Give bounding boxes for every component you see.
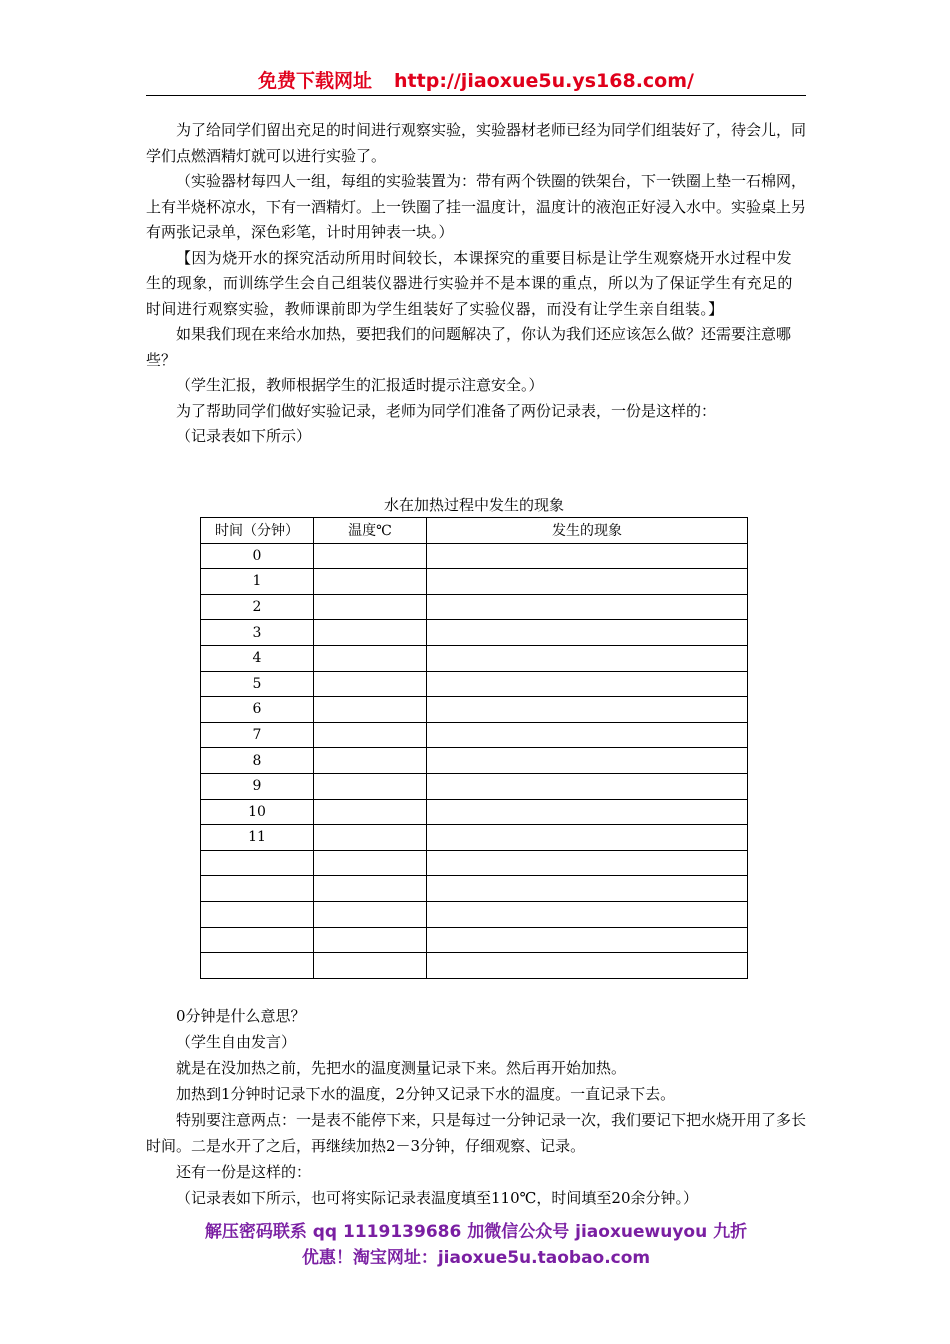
paragraph-question: 如果我们现在来给水加热，要把我们的问题解决了，你认为我们还应该怎么做？还需要注意哪些？ xyxy=(146,325,792,369)
document-body-top xyxy=(146,118,806,450)
cell-time: 5 xyxy=(201,671,314,697)
cell-time: 2 xyxy=(201,594,314,620)
page-header xyxy=(146,66,806,93)
cell-time: 4 xyxy=(201,645,314,671)
footer-line-1: 解压密码联系 qq 1119139686 加微信公众号 jiaoxuewuyou 九折 xyxy=(204,1222,748,1242)
cell-phenomenon xyxy=(427,901,748,927)
cell-temperature xyxy=(314,671,427,697)
cell-phenomenon xyxy=(427,825,748,851)
table-header-row xyxy=(201,518,748,544)
paragraph-table-note-2: （记录表如下所示，也可将实际记录表温度填至110℃，时间填至20余分钟。） xyxy=(176,1189,699,1207)
cell-time: 11 xyxy=(201,825,314,851)
cell-temperature xyxy=(314,799,427,825)
cell-phenomenon xyxy=(427,722,748,748)
cell-time: 1 xyxy=(201,569,314,595)
cell-time xyxy=(201,927,314,953)
table-row xyxy=(201,850,748,876)
header-temperature: 温度℃ xyxy=(314,518,427,544)
table-row xyxy=(201,722,748,748)
cell-time: 9 xyxy=(201,773,314,799)
table-title: 水在加热过程中发生的现象 xyxy=(383,496,564,514)
cell-phenomenon xyxy=(427,850,748,876)
record-table xyxy=(200,517,748,979)
cell-phenomenon xyxy=(427,594,748,620)
cell-time xyxy=(201,953,314,979)
cell-phenomenon xyxy=(427,876,748,902)
paragraph-another: 还有一份是这样的： xyxy=(176,1163,312,1181)
table-row xyxy=(201,773,748,799)
table-row xyxy=(201,569,748,595)
cell-time: 3 xyxy=(201,620,314,646)
cell-phenomenon xyxy=(427,620,748,646)
footer-line-2: 优惠！淘宝网址：jiaoxue5u.taobao.com xyxy=(301,1248,651,1268)
cell-phenomenon xyxy=(427,543,748,569)
table-row xyxy=(201,697,748,723)
table-row xyxy=(201,953,748,979)
table-row xyxy=(201,594,748,620)
header-phenomenon: 发生的现象 xyxy=(427,518,748,544)
cell-time: 0 xyxy=(201,543,314,569)
cell-temperature xyxy=(314,543,427,569)
paragraph-intro: 为了给同学们留出充足的时间进行观察实验，实验器材老师已经为同学们组装好了，待会儿，同学们点燃酒精灯就可以进行实验了。 xyxy=(146,121,807,165)
paragraph-record-intro: 为了帮助同学们做好实验记录，老师为同学们准备了两份记录表，一份是这样的： xyxy=(176,401,717,420)
paragraph-report: （学生汇报，教师根据学生的汇报适时提示注意安全。） xyxy=(176,376,544,394)
cell-time: 10 xyxy=(201,799,314,825)
header-divider xyxy=(146,95,806,96)
paragraph-zero-minute: 0分钟是什么意思？ xyxy=(176,1007,306,1025)
table-row xyxy=(201,748,748,774)
cell-temperature xyxy=(314,927,427,953)
cell-time xyxy=(201,901,314,927)
header-time: 时间（分钟） xyxy=(201,518,314,544)
cell-phenomenon xyxy=(427,671,748,697)
table-row xyxy=(201,671,748,697)
cell-temperature xyxy=(314,773,427,799)
paragraph-each-minute: 加热到1分钟时记录下水的温度，2分钟又记录下水的温度。一直记录下去。 xyxy=(176,1085,676,1103)
cell-temperature xyxy=(314,850,427,876)
cell-time: 7 xyxy=(201,722,314,748)
header-url-link[interactable]: http://jiaoxue5u.ys168.com/ xyxy=(394,70,694,92)
table-row xyxy=(201,901,748,927)
cell-phenomenon xyxy=(427,645,748,671)
paragraph-free-talk: （学生自由发言） xyxy=(176,1033,297,1051)
table-row xyxy=(201,543,748,569)
cell-phenomenon xyxy=(427,799,748,825)
cell-phenomenon xyxy=(427,569,748,595)
paragraph-equipment: （实验器材每四人一组，每组的实验装置为：带有两个铁圈的铁架台，下一铁圈上垫一石棉网，上有半烧杯凉水，下有一酒精灯。上一铁圈了挂一温度计，温度计的液泡正好浸入水中。实验桌上另有两张记录单，深色彩笔，计时用钟表一块。） xyxy=(146,172,807,241)
cell-temperature xyxy=(314,645,427,671)
cell-temperature xyxy=(314,697,427,723)
cell-temperature xyxy=(314,594,427,620)
cell-phenomenon xyxy=(427,953,748,979)
cell-temperature xyxy=(314,722,427,748)
cell-temperature xyxy=(314,569,427,595)
header-label: 免费下载网址 xyxy=(258,70,373,92)
paragraph-table-note: （记录表如下所示） xyxy=(176,427,312,445)
cell-temperature xyxy=(314,953,427,979)
paragraph-explain: 就是在没加热之前，先把水的温度测量记录下来。然后再开始加热。 xyxy=(176,1059,627,1077)
table-row xyxy=(201,876,748,902)
table-row xyxy=(201,927,748,953)
cell-phenomenon xyxy=(427,927,748,953)
cell-temperature xyxy=(314,901,427,927)
cell-temperature xyxy=(314,825,427,851)
cell-temperature xyxy=(314,876,427,902)
cell-temperature xyxy=(314,620,427,646)
cell-time xyxy=(201,876,314,902)
table-row xyxy=(201,825,748,851)
cell-time: 6 xyxy=(201,697,314,723)
table-row xyxy=(201,620,748,646)
cell-time xyxy=(201,850,314,876)
table-row xyxy=(201,645,748,671)
cell-time: 8 xyxy=(201,748,314,774)
document-body-bottom xyxy=(146,1003,806,1211)
paragraph-two-points: 特别要注意两点：一是表不能停下来，只是每过一分钟记录一次，我们要记下把水烧开用了多长时间。二是水开了之后，再继续加热2－3分钟，仔细观察、记录。 xyxy=(146,1111,807,1155)
page-footer xyxy=(146,1219,806,1271)
cell-phenomenon xyxy=(427,748,748,774)
cell-phenomenon xyxy=(427,697,748,723)
paragraph-note: 【因为烧开水的探究活动所用时间较长，本课探究的重要目标是让学生观察烧开水过程中发生的现象，而训练学生会自己组装仪器进行实验并不是本课的重点，所以为了保证学生有充足的时间进行观察实验，教师课前即为学生组装好了实验仪器，而没有让学生亲自组装。】 xyxy=(146,248,793,318)
cell-temperature xyxy=(314,748,427,774)
cell-phenomenon xyxy=(427,773,748,799)
table-row xyxy=(201,799,748,825)
